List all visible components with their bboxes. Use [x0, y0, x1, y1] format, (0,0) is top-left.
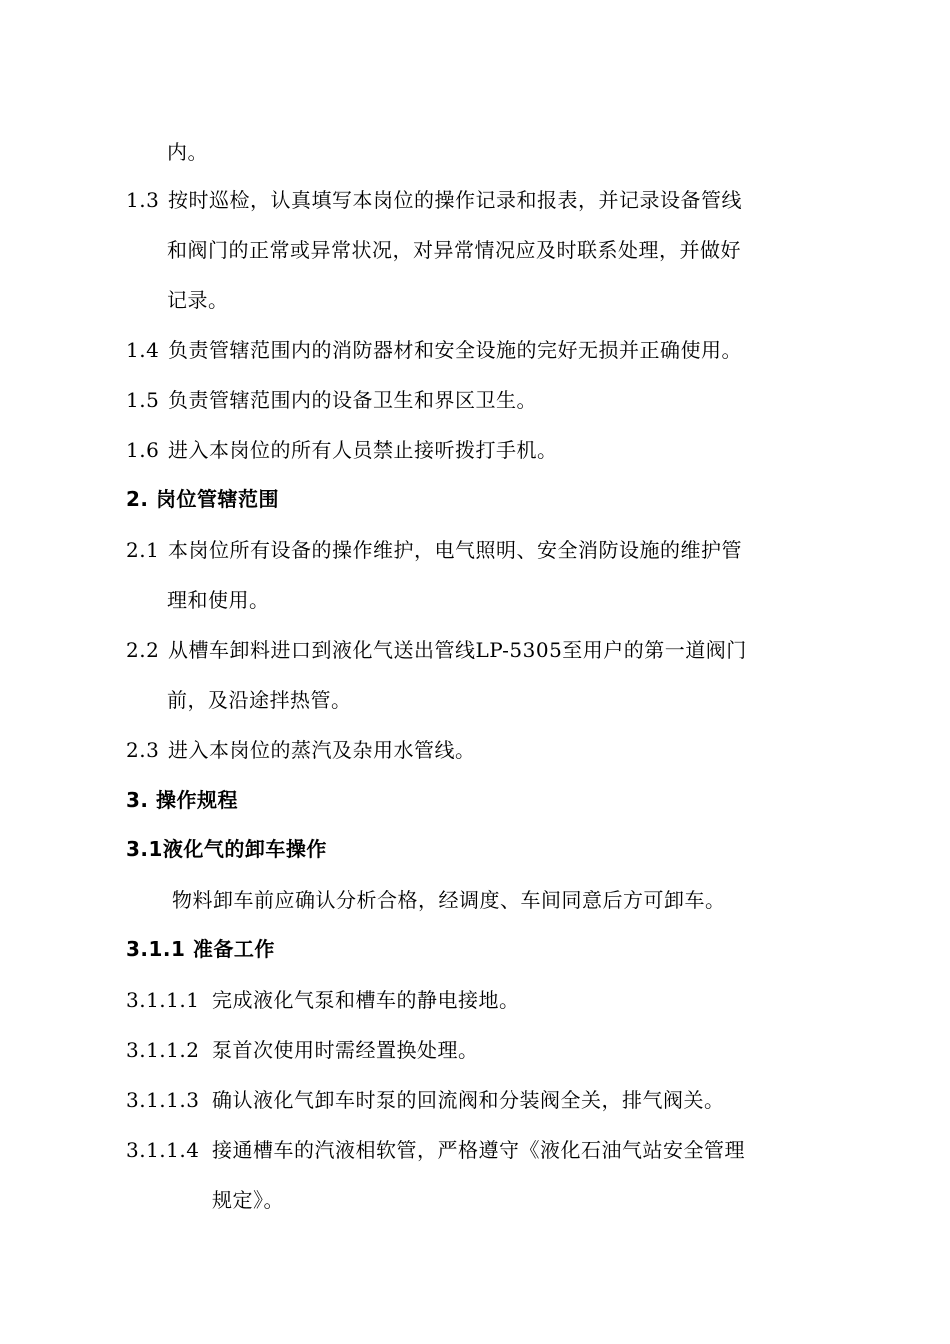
line-text: 记录。	[167, 288, 229, 312]
list-item-2-3	[126, 736, 476, 764]
item-text: 从槽车卸料进口到液化气送出管线LP-5305至用户的第一道阀门	[168, 638, 747, 662]
line-text: 内。	[167, 140, 208, 164]
list-item-2-2	[126, 636, 747, 664]
line-text: 规定》。	[212, 1188, 284, 1212]
item-text: 接通槽车的汽液相软管，严格遵守《液化石油气站安全管理	[212, 1138, 745, 1162]
paragraph	[172, 886, 726, 914]
subsection-heading-3-1-1: 3.1.1 准备工作	[126, 937, 275, 961]
list-item-1-6	[126, 436, 558, 464]
section-heading-3: 3. 操作规程	[126, 788, 238, 812]
list-item-1-4	[126, 336, 742, 364]
line-text: 前，及沿途拌热管。	[167, 688, 352, 712]
list-item-3-1-1-3	[126, 1086, 725, 1114]
item-number: 1.4	[126, 338, 160, 362]
item-text: 完成液化气泵和槽车的静电接地。	[212, 988, 520, 1012]
item-text: 进入本岗位的蒸汽及杂用水管线。	[168, 738, 476, 762]
item-number: 1.5	[126, 388, 160, 412]
text-line	[167, 236, 741, 264]
item-number: 3.1.1.2	[126, 1038, 200, 1062]
item-text: 负责管辖范围内的消防器材和安全设施的完好无损并正确使用。	[168, 338, 742, 362]
text-line	[167, 286, 229, 314]
line-text: 和阀门的正常或异常状况，对异常情况应及时联系处理，并做好	[167, 238, 741, 262]
list-item-2-1	[126, 536, 742, 564]
list-item-1-3	[126, 186, 742, 214]
item-number: 3.1.1.4	[126, 1138, 200, 1162]
item-number: 2.1	[126, 538, 160, 562]
text-line	[167, 686, 352, 714]
item-number: 1.3	[126, 188, 160, 212]
item-number: 3.1.1.1	[126, 988, 200, 1012]
item-text: 进入本岗位的所有人员禁止接听拨打手机。	[168, 438, 558, 462]
section-heading-2: 2. 岗位管辖范围	[126, 487, 279, 511]
list-item-1-5	[126, 386, 537, 414]
item-number: 1.6	[126, 438, 160, 462]
text-line	[167, 138, 208, 166]
item-text: 泵首次使用时需经置换处理。	[212, 1038, 479, 1062]
text-line	[167, 586, 270, 614]
item-number: 3.1.1.3	[126, 1088, 200, 1112]
item-text: 负责管辖范围内的设备卫生和界区卫生。	[168, 388, 537, 412]
list-item-3-1-1-1	[126, 986, 520, 1014]
subsection-heading-3-1: 3.1液化气的卸车操作	[126, 837, 327, 861]
item-text: 本岗位所有设备的操作维护，电气照明、安全消防设施的维护管	[168, 538, 742, 562]
item-number: 2.2	[126, 638, 160, 662]
text-line	[212, 1186, 284, 1214]
list-item-3-1-1-2	[126, 1036, 479, 1064]
item-text: 确认液化气卸车时泵的回流阀和分装阀全关，排气阀关。	[212, 1088, 725, 1112]
item-text: 按时巡检，认真填写本岗位的操作记录和报表，并记录设备管线	[168, 188, 742, 212]
list-item-3-1-1-4	[126, 1136, 745, 1164]
item-number: 2.3	[126, 738, 160, 762]
paragraph-text: 物料卸车前应确认分析合格，经调度、车间同意后方可卸车。	[172, 888, 726, 912]
line-text: 理和使用。	[167, 588, 270, 612]
